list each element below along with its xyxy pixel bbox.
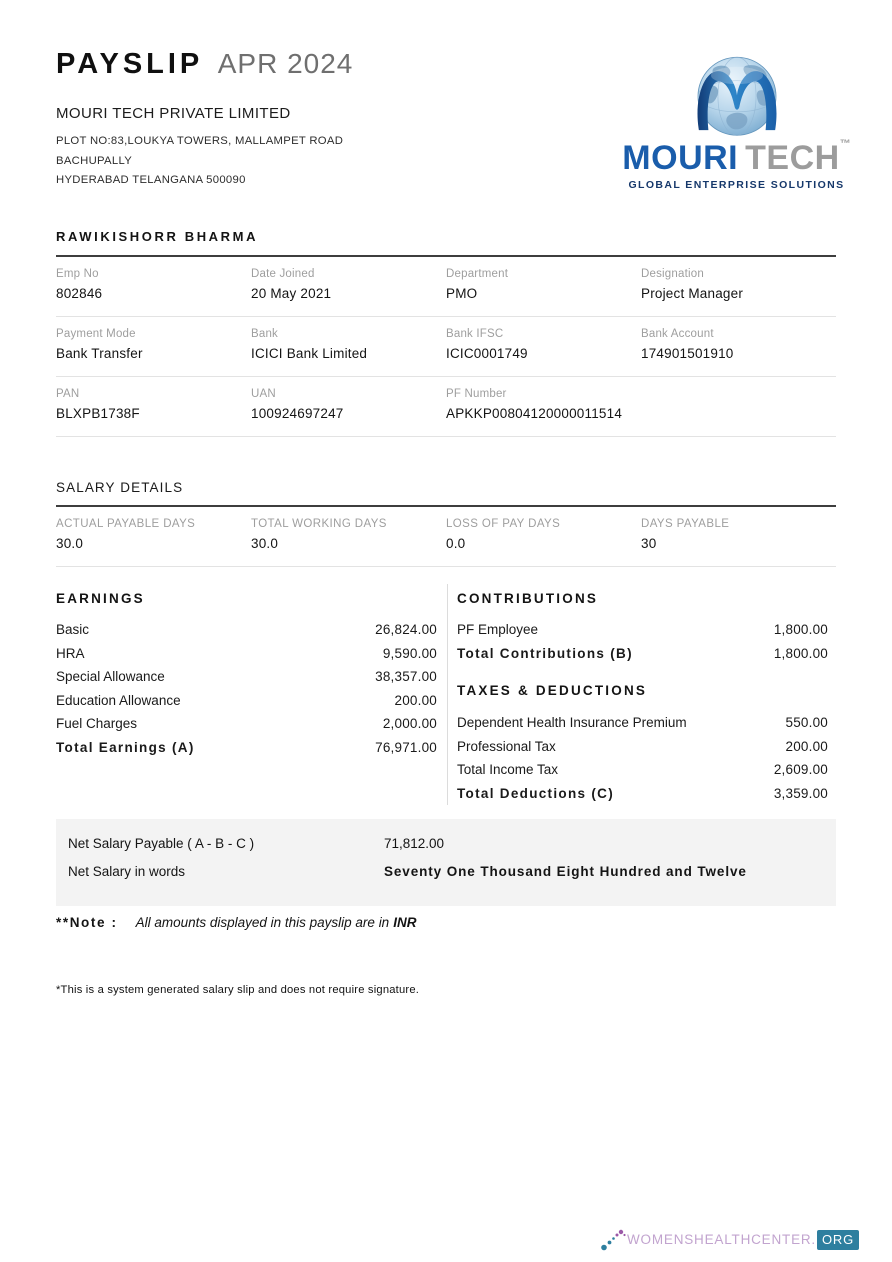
earnings-total-row: Total Earnings (A) 76,971.00 (56, 739, 437, 755)
list-item: Fuel Charges 2,000.00 (56, 716, 437, 732)
list-item: PF Employee 1,800.00 (457, 622, 828, 638)
info-cell-uan: UAN 100924697247 (251, 388, 344, 421)
employee-info-table (56, 255, 836, 437)
deductions-heading: TAXES & DEDUCTIONS (457, 683, 648, 698)
info-cell-pf-number: PF Number APKKP00804120000011514 (446, 388, 623, 421)
trademark-symbol: ™ (839, 138, 851, 150)
list-item: Dependent Health Insurance Premium 550.00 (457, 715, 828, 731)
deductions-total-row: Total Deductions (C) 3,359.00 (457, 785, 828, 801)
salary-cell-loss-of-pay-days: LOSS OF PAY DAYS 0.0 (446, 518, 561, 551)
logo-wordmark (622, 138, 851, 177)
company-address-line3: HYDERABAD TELANGANA 500090 (56, 174, 246, 186)
info-cell-bank-ifsc: Bank IFSC ICIC0001749 (446, 328, 528, 361)
salary-cell-total-working-days: TOTAL WORKING DAYS 30.0 (251, 518, 387, 551)
list-item: HRA 9,590.00 (56, 645, 437, 661)
note-currency: INR (393, 915, 417, 930)
info-cell-date-joined: Date Joined 20 May 2021 (251, 268, 332, 301)
salary-breakdown (56, 584, 837, 805)
table-row (56, 507, 836, 566)
contributions-total-row: Total Contributions (B) 1,800.00 (457, 645, 828, 661)
net-salary-words-value: Seventy One Thousand Eight Hundred and Twelve (384, 864, 747, 879)
salary-details-heading: SALARY DETAILS (56, 480, 184, 495)
note-label: **Note : (56, 915, 118, 930)
table-row (56, 317, 836, 377)
currency-note (56, 915, 416, 930)
info-cell-department: Department PMO (446, 268, 509, 301)
info-cell-empty (641, 388, 836, 421)
info-cell-bank: Bank ICICI Bank Limited (251, 328, 368, 361)
salary-cell-actual-payable-days: ACTUAL PAYABLE DAYS 30.0 (56, 518, 196, 551)
page-title (56, 48, 353, 81)
logo-brand-primary: MOURI (622, 139, 739, 177)
system-generated-note: *This is a system generated salary slip and does not require signature. (56, 984, 420, 996)
company-address-line2: BACHUPALLY (56, 154, 133, 167)
company-name: MOURI TECH PRIVATE LIMITED (56, 105, 291, 122)
net-salary-payable-amount: 71,812.00 (384, 836, 445, 851)
info-cell-designation: Designation Project Manager (641, 268, 744, 301)
info-cell-pan: PAN BLXPB1738F (56, 388, 140, 421)
list-item: Total Income Tax 2,609.00 (457, 762, 828, 778)
company-address (56, 132, 343, 191)
table-row (56, 377, 836, 437)
net-salary-payable-row (68, 836, 824, 851)
note-text: All amounts displayed in this payslip are in (135, 915, 390, 930)
table-row (56, 257, 836, 317)
deductions-column (457, 584, 828, 805)
contributions-heading: CONTRIBUTIONS (457, 591, 599, 606)
logo-brand-secondary: TECH (745, 139, 840, 177)
info-cell-emp-no: Emp No 802846 (56, 268, 103, 301)
watermark-badge: ORG (817, 1230, 859, 1250)
list-item: Education Allowance 200.00 (56, 692, 437, 708)
payslip-period: APR 2024 (217, 48, 354, 79)
salary-details-table (56, 505, 836, 567)
logo-tagline: GLOBAL ENTERPRISE SOLUTIONS (628, 179, 845, 191)
column-divider (447, 584, 448, 805)
watermark-text: WOMENSHEALTHCENTER. (627, 1232, 816, 1247)
list-item: Professional Tax 200.00 (457, 738, 828, 754)
info-cell-payment-mode: Payment Mode Bank Transfer (56, 328, 143, 361)
net-salary-payable-label: Net Salary Payable ( A - B - C ) (68, 836, 255, 851)
net-salary-box (56, 819, 836, 906)
list-item: Special Allowance 38,357.00 (56, 669, 437, 685)
earnings-heading: EARNINGS (56, 591, 145, 606)
employee-name: RAWIKISHORR BHARMA (56, 229, 259, 244)
company-address-line1: PLOT NO:83,LOUKYA TOWERS, MALLAMPET ROAD (56, 135, 344, 147)
earnings-column (56, 584, 437, 805)
info-cell-bank-account: Bank Account 174901501910 (641, 328, 734, 361)
net-salary-words-row (68, 864, 824, 879)
salary-cell-days-payable: DAYS PAYABLE 30 (641, 518, 730, 551)
list-item: Basic 26,824.00 (56, 622, 437, 638)
globe-icon (685, 52, 789, 144)
net-salary-words-label: Net Salary in words (68, 864, 186, 879)
payslip-title: PAYSLIP (56, 48, 204, 80)
dots-swoosh-icon (600, 1227, 626, 1252)
company-logo (619, 52, 854, 191)
watermark (600, 1227, 859, 1252)
